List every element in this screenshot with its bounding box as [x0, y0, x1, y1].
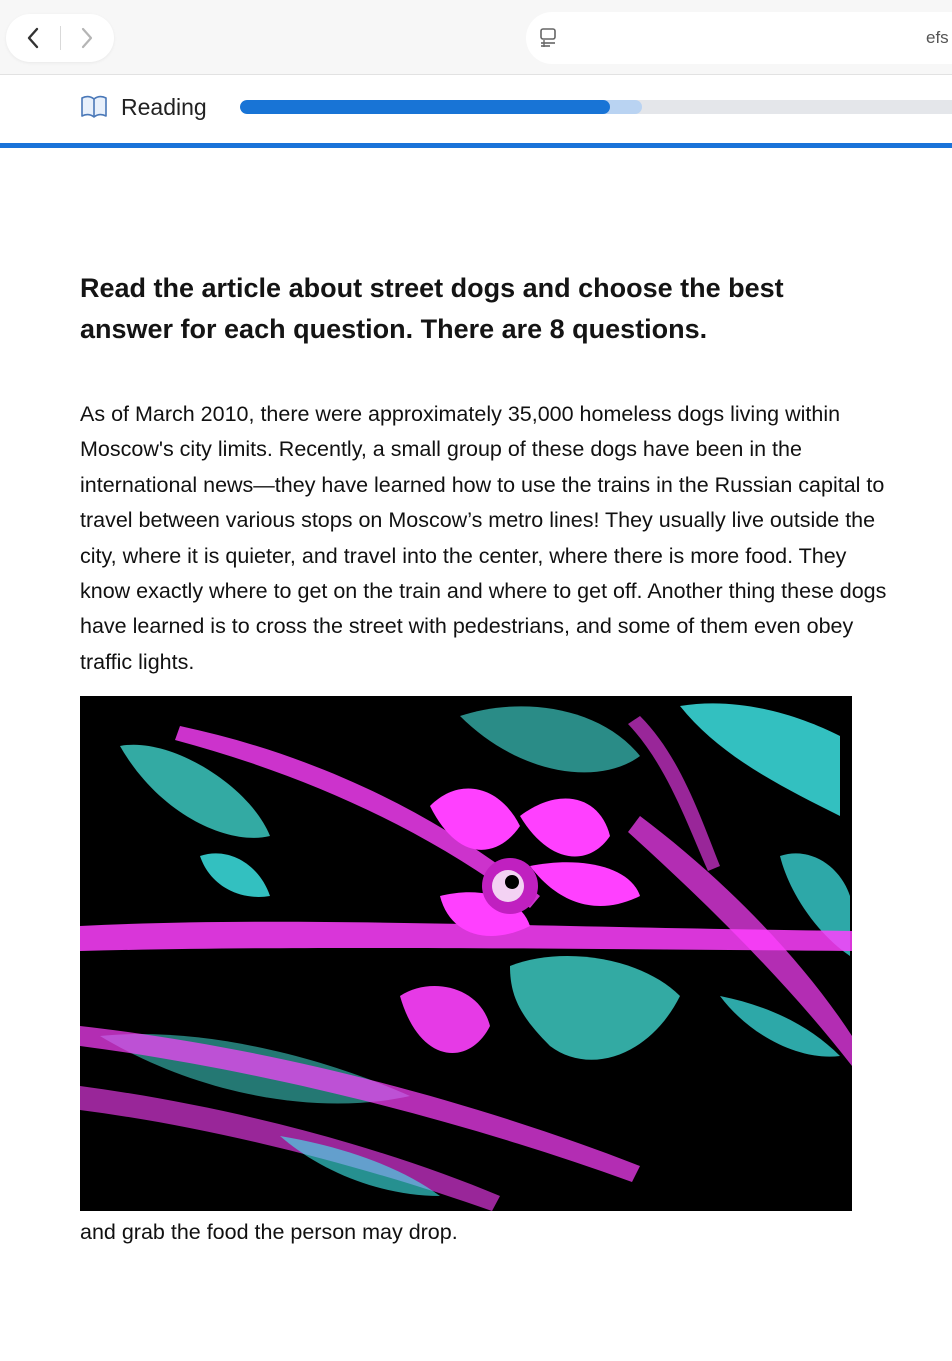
- reading-label: Reading: [121, 94, 207, 120]
- open-book-icon: [80, 94, 108, 120]
- url-text[interactable]: efs: [926, 28, 949, 47]
- back-button[interactable]: [6, 14, 60, 62]
- flower-photo: [80, 696, 852, 1211]
- address-bar[interactable]: [526, 12, 952, 64]
- reader-mode-icon[interactable]: [538, 26, 558, 50]
- chevron-left-icon: [25, 26, 41, 50]
- progress-fill: [240, 100, 610, 114]
- forward-button[interactable]: [60, 14, 114, 62]
- progress-bar: [240, 100, 952, 114]
- chevron-right-icon: [79, 26, 95, 50]
- header-accent-line: [0, 143, 952, 148]
- reading-header: [0, 76, 952, 144]
- flower-image: [80, 696, 852, 1211]
- navigation-buttons: [6, 14, 114, 62]
- article-paragraph-1: As of March 2010, there were approximately 35,000 homeless dogs living within Moscow's city limits. Recently, a small group of these dogs have been in the international news—they have learned how to use the trains in the Russian capital to travel between various stops on Moscow’s metro lines! They usually live outside the city, where it is quieter, and travel into the center, where there is more food. They know exactly where to get on the train and where to get off. Another thing these dogs have learned is to cross the street with pedestrians, and some of them even obey traffic lights.: [80, 402, 887, 674]
- article-paragraph-2-tail: and grab the food the person may drop.: [80, 1220, 458, 1245]
- task-instructions: Read the article about street dogs and choose the best answer for each question. There are 8 questions.: [80, 273, 784, 344]
- browser-toolbar: [0, 0, 952, 75]
